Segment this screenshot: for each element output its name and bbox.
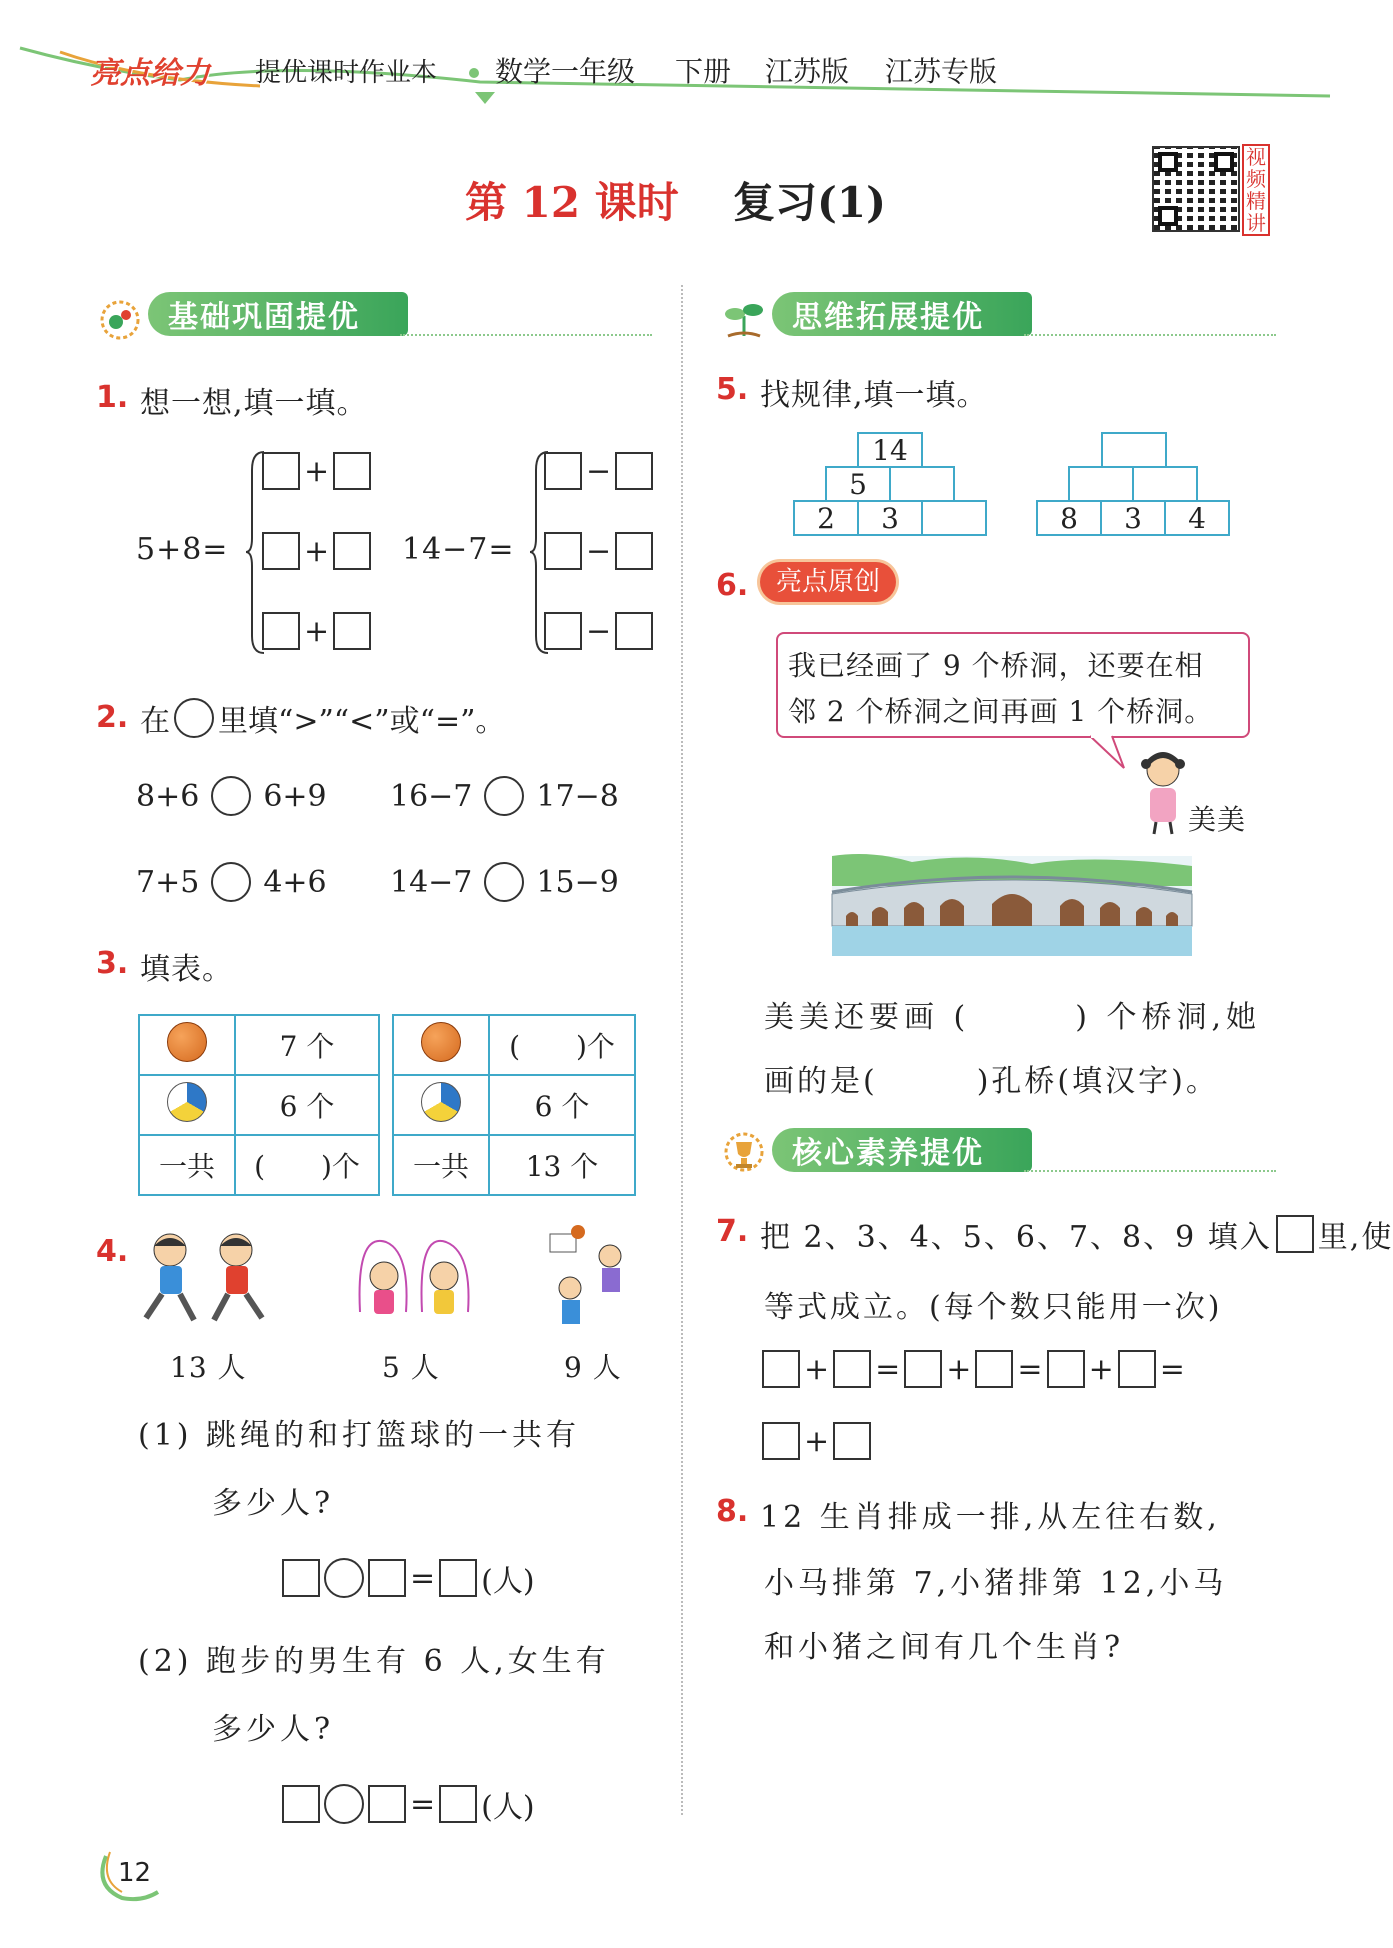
- header-dot: [469, 68, 479, 78]
- answer-box[interactable]: [333, 452, 371, 490]
- pyr1-top: 14: [857, 432, 923, 468]
- q2-item-2: 16−7 17−8: [390, 776, 619, 816]
- answer-box[interactable]: [904, 1350, 942, 1388]
- answer-box[interactable]: [615, 612, 653, 650]
- q6-speech-line2: 邻 2 个桥洞之间再画 1 个桥洞。: [788, 695, 1214, 728]
- trophy-icon: [720, 1130, 768, 1174]
- compare-circle[interactable]: [211, 776, 251, 816]
- q1-left-row-3: +: [262, 612, 371, 650]
- answer-box[interactable]: [368, 1785, 406, 1823]
- volleyball-icon: [139, 1075, 235, 1135]
- volleyball-icon: [393, 1075, 489, 1135]
- q1-left-expression: 5+8=: [136, 532, 229, 567]
- q8-line3: 和小猪之间有几个生肖?: [764, 1630, 1125, 1665]
- answer-box[interactable]: [544, 532, 582, 570]
- q4-sub2-line1: (2) 跑步的男生有 6 人,女生有: [138, 1644, 610, 1679]
- q1-right-row-2: −: [544, 532, 653, 570]
- basketball-kids-icon: [548, 1226, 638, 1334]
- lesson-topic: 复习(1): [733, 178, 886, 227]
- page-number: 12: [118, 1858, 152, 1888]
- q7-prompt-line2: 等式成立。(每个数只能用一次): [764, 1290, 1223, 1325]
- lesson-number: 第 12 课时: [465, 178, 679, 227]
- q6-number: 6.: [716, 568, 749, 603]
- pyr1-mid-left: 5: [825, 466, 891, 502]
- brand-logo-text: 亮点给力: [90, 56, 210, 91]
- q4-sub1-line2: 多少人?: [212, 1486, 335, 1521]
- q3-t1-basketball: 7 个: [235, 1015, 379, 1075]
- answer-box[interactable]: [439, 1785, 477, 1823]
- answer-box[interactable]: [282, 1785, 320, 1823]
- q7-prompt-line1: 把 2、3、4、5、6、7、8、9 填入 里,使: [760, 1212, 1393, 1256]
- q5-number: 5.: [716, 372, 749, 407]
- header-edition: 江苏版: [765, 55, 850, 88]
- q6-speech-line1: 我已经画了 9 个桥洞，还要在相: [788, 649, 1204, 682]
- q7-number: 7.: [716, 1214, 749, 1249]
- q7-equation-line1: + = + = + =: [762, 1350, 1185, 1388]
- pyr1-bottom-2: 3: [857, 500, 923, 536]
- pyr2-bottom-3: 4: [1164, 500, 1230, 536]
- header-special-edition: 江苏专版: [885, 55, 998, 88]
- q3-t2-volleyball: 6 个: [489, 1075, 635, 1135]
- q5-prompt: 找规律,填一填。: [760, 378, 988, 413]
- q3-t2-basketball-answer[interactable]: ( )个: [489, 1015, 635, 1075]
- q3-t1-total-answer[interactable]: ( )个: [235, 1135, 379, 1195]
- qr-code[interactable]: [1152, 146, 1240, 232]
- section-core-title: 核心素养提优: [772, 1128, 1032, 1172]
- q4-sub2-equation: = (人): [282, 1782, 535, 1826]
- pyr2-bottom-1: 8: [1036, 500, 1102, 536]
- q1-left-row-1: +: [262, 452, 371, 490]
- section-basic-title: 基础巩固提优: [148, 292, 408, 336]
- pyr1-bottom-1: 2: [793, 500, 859, 536]
- q8-line2: 小马排第 7,小猪排第 12,小马: [764, 1566, 1228, 1601]
- answer-box[interactable]: [833, 1422, 871, 1460]
- pyr2-mid-right-answer[interactable]: [1132, 466, 1198, 502]
- answer-box[interactable]: [368, 1559, 406, 1597]
- pyr2-mid-left-answer[interactable]: [1068, 466, 1134, 502]
- q2-item-4: 14−7 15−9: [390, 862, 619, 902]
- compare-circle[interactable]: [484, 776, 524, 816]
- q4-basketball-count: 9 人: [564, 1351, 622, 1384]
- q3-t2-total: 13 个: [489, 1135, 635, 1195]
- q4-sub1-line1: (1) 跳绳的和打篮球的一共有: [138, 1418, 581, 1453]
- answer-box[interactable]: [333, 612, 371, 650]
- circle-symbol: [174, 698, 214, 738]
- q6-original-badge: 亮点原创: [760, 562, 896, 602]
- q2-item-1: 8+6 6+9: [136, 776, 327, 816]
- sprout-icon: [720, 296, 768, 340]
- q1-prompt: 想一想,填一填。: [140, 386, 368, 421]
- answer-box[interactable]: [262, 532, 300, 570]
- q4-number: 4.: [96, 1234, 129, 1269]
- q4-sub1-equation: = (人): [282, 1556, 535, 1600]
- section-thinking-divider: [1024, 334, 1276, 336]
- header-subject: 数学一年级: [495, 55, 636, 88]
- answer-box[interactable]: [762, 1350, 800, 1388]
- box-symbol: [1276, 1215, 1314, 1253]
- q8-line1: 12 生肖排成一排,从左往右数,: [760, 1500, 1221, 1535]
- qr-video-label: 视频精讲: [1242, 144, 1270, 236]
- header-volume: 下册: [675, 55, 732, 88]
- q6-answer-line1[interactable]: 美美还要画 ( ) 个桥洞,她: [764, 1000, 1262, 1035]
- column-divider: [681, 285, 683, 1815]
- section-core-divider: [1024, 1170, 1276, 1172]
- answer-box[interactable]: [544, 612, 582, 650]
- q1-number: 1.: [96, 380, 129, 415]
- stone-bridge-illustration: [832, 856, 1192, 956]
- running-kids-icon: [136, 1228, 278, 1332]
- speech-bubble-tail: [1090, 734, 1130, 774]
- q2-item-3: 7+5 4+6: [136, 862, 327, 902]
- header-bar: [20, 40, 1330, 100]
- answer-box[interactable]: [1047, 1350, 1085, 1388]
- q1-right-row-3: −: [544, 612, 653, 650]
- pyr1-mid-right-answer[interactable]: [889, 466, 955, 502]
- q1-left-row-2: +: [262, 532, 371, 570]
- q3-t1-volleyball: 6 个: [235, 1075, 379, 1135]
- gear-icon: [96, 298, 144, 342]
- basketball-icon: [393, 1015, 489, 1075]
- answer-box[interactable]: [1118, 1350, 1156, 1388]
- q3-t2-total-label: 一共: [393, 1135, 489, 1195]
- q1-right-row-1: −: [544, 452, 653, 490]
- girl-meimei-icon: [1138, 748, 1188, 836]
- q4-jumprope-count: 5 人: [382, 1351, 440, 1384]
- answer-box[interactable]: [975, 1350, 1013, 1388]
- compare-circle[interactable]: [211, 862, 251, 902]
- answer-box[interactable]: [262, 452, 300, 490]
- q3-table-2: [392, 1014, 636, 1196]
- answer-box[interactable]: [615, 452, 653, 490]
- q3-number: 3.: [96, 946, 129, 981]
- q6-answer-line2[interactable]: 画的是( )孔桥(填汉字)。: [764, 1064, 1219, 1099]
- pyr1-bottom-3-answer[interactable]: [921, 500, 987, 536]
- answer-box[interactable]: [615, 532, 653, 570]
- pyr2-top-answer[interactable]: [1101, 432, 1167, 468]
- jump-rope-kids-icon: [346, 1232, 482, 1336]
- q3-prompt: 填表。: [140, 952, 233, 987]
- q4-sub2-line2: 多少人?: [212, 1712, 335, 1747]
- q8-number: 8.: [716, 1494, 749, 1529]
- series-name: 提优课时作业本: [255, 58, 438, 88]
- q1-right-expression: 14−7=: [402, 532, 515, 567]
- answer-box[interactable]: [282, 1559, 320, 1597]
- q3-t1-total-label: 一共: [139, 1135, 235, 1195]
- answer-box[interactable]: [262, 612, 300, 650]
- answer-box[interactable]: [833, 1350, 871, 1388]
- section-thinking-title: 思维拓展提优: [772, 292, 1032, 336]
- q2-number: 2.: [96, 700, 129, 735]
- answer-box[interactable]: [762, 1422, 800, 1460]
- answer-box[interactable]: [439, 1559, 477, 1597]
- q6-speech-bubble: [776, 632, 1250, 738]
- q4-running-count: 13 人: [170, 1351, 247, 1384]
- compare-circle[interactable]: [484, 862, 524, 902]
- q2-prompt: 在 里填“>”“<”或“=”。: [140, 696, 505, 740]
- pyr2-bottom-2: 3: [1100, 500, 1166, 536]
- basketball-icon: [139, 1015, 235, 1075]
- q3-table-1: [138, 1014, 380, 1196]
- q6-speaker-name: 美美: [1188, 803, 1247, 836]
- section-basic-divider: [400, 334, 652, 336]
- operator-circle[interactable]: [324, 1558, 364, 1598]
- q7-equation-line2: +: [762, 1422, 871, 1460]
- operator-circle[interactable]: [324, 1784, 364, 1824]
- answer-box[interactable]: [333, 532, 371, 570]
- answer-box[interactable]: [544, 452, 582, 490]
